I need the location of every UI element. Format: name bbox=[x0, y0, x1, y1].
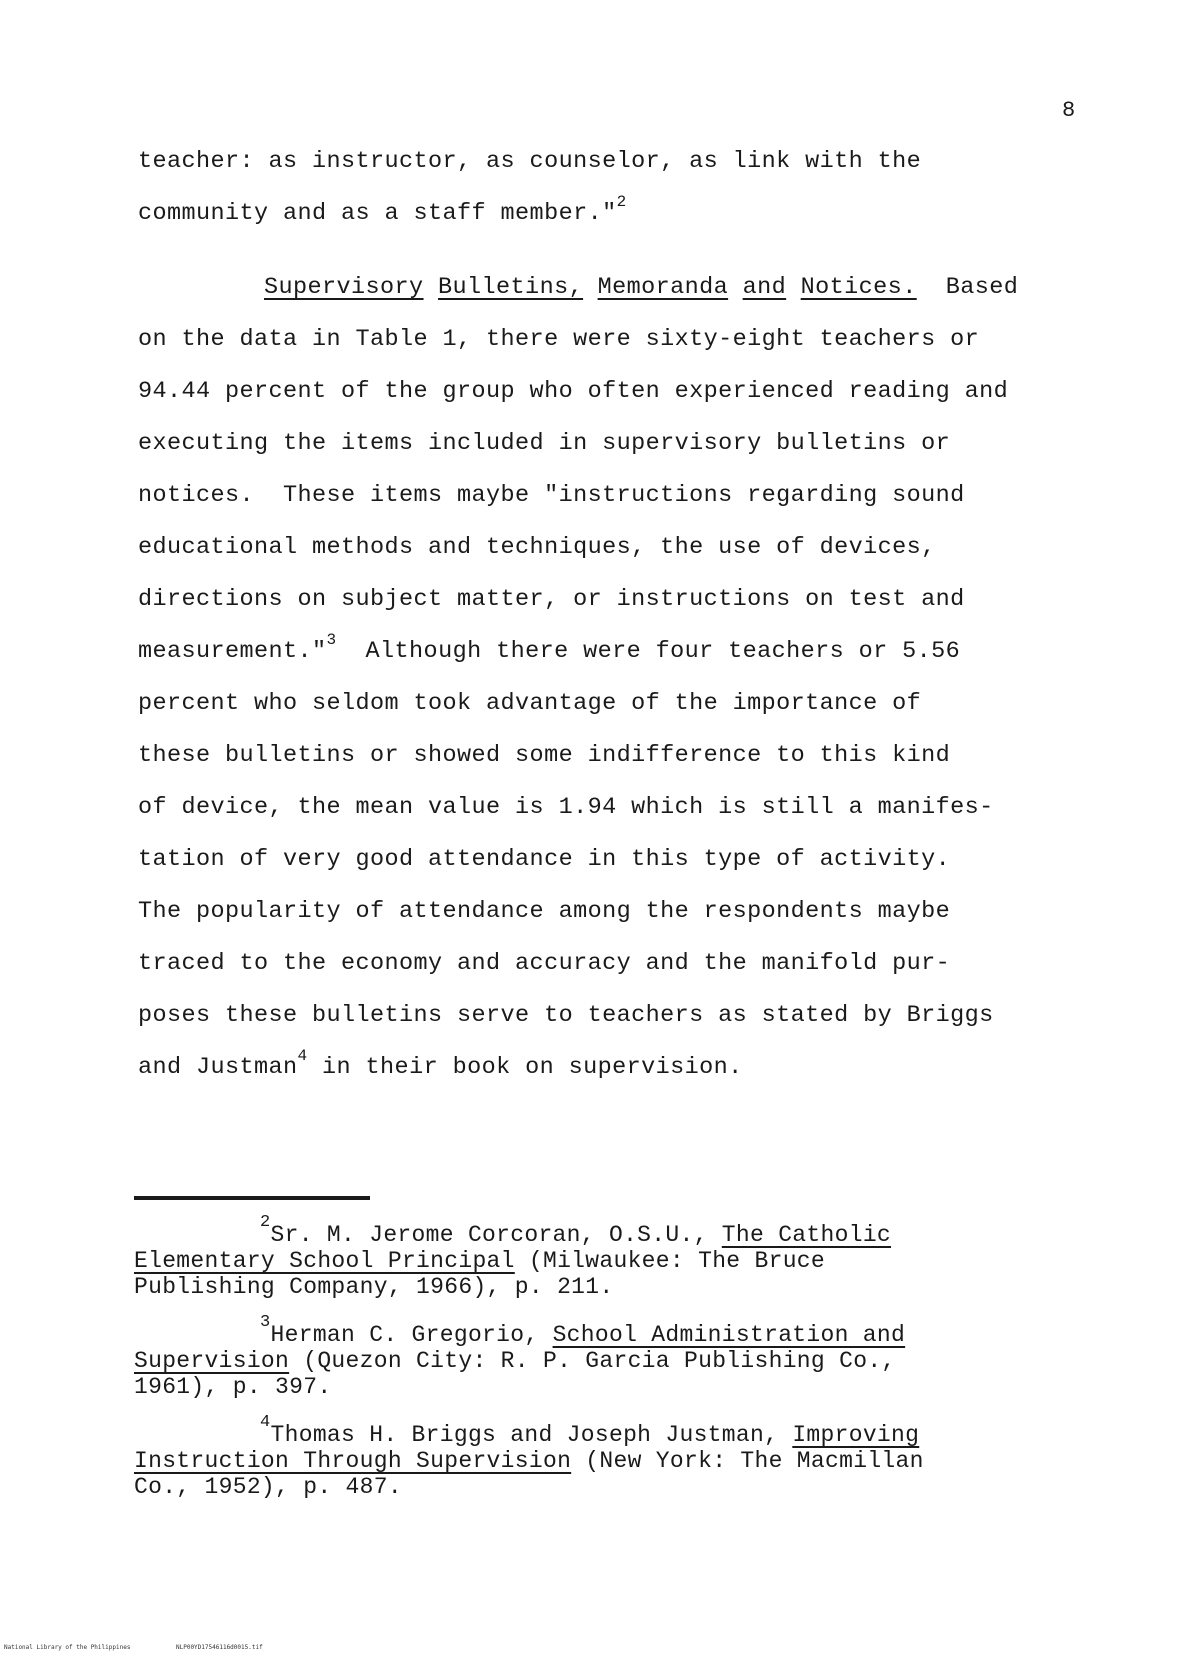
footnote-number: 3 bbox=[260, 1313, 271, 1333]
text-line: notices. These items maybe "instructions regarding sound bbox=[138, 482, 965, 509]
paragraph-supervisory-bulletins bbox=[138, 262, 1098, 1094]
footnote-text: Herman C. Gregorio, bbox=[270, 1322, 553, 1348]
footnote-line bbox=[134, 1313, 1114, 1348]
book-title: Supervision bbox=[134, 1348, 290, 1374]
footnote-line: Co., 1952), p. 487. bbox=[134, 1474, 402, 1500]
text-line: these bulletins or showed some indifference to this kind bbox=[138, 742, 951, 769]
footnote-line bbox=[134, 1213, 1114, 1248]
footnote-text: Thomas H. Briggs and Joseph Justman, bbox=[270, 1422, 793, 1448]
scan-filename-label: NLP00YD17546116d0015.tif bbox=[176, 1644, 263, 1651]
footnote-text: (Milwaukee: The Bruce bbox=[514, 1248, 826, 1274]
text-line: The popularity of attendance among the respondents maybe bbox=[138, 898, 951, 925]
footnotes bbox=[134, 1213, 1114, 1522]
footnote-number: 2 bbox=[260, 1213, 271, 1233]
section-heading-line bbox=[138, 262, 1098, 314]
footnote-separator-rule bbox=[134, 1196, 370, 1200]
footnote-line bbox=[134, 1448, 1114, 1474]
footnote-line bbox=[134, 1413, 1114, 1448]
text-line: executing the items included in supervisory bulletins or bbox=[138, 430, 951, 457]
text-line: educational methods and techniques, the use of devices, bbox=[138, 534, 936, 561]
section-heading-word: Memoranda bbox=[597, 274, 729, 301]
paragraph-continuation bbox=[138, 136, 1098, 240]
text-segment: in their book on supervision. bbox=[307, 1054, 743, 1081]
text-segment: Although there were four teachers or 5.56 bbox=[336, 638, 961, 665]
text-line: tation of very good attendance in this type of activity. bbox=[138, 846, 951, 873]
scan-source-label: National Library of the Philippines bbox=[4, 1644, 131, 1651]
text-line: traced to the economy and accuracy and the manifold pur- bbox=[138, 950, 951, 977]
footnote-line: Publishing Company, 1966), p. 211. bbox=[134, 1274, 614, 1300]
book-title: Improving bbox=[792, 1422, 920, 1448]
footnote-ref: 3 bbox=[326, 631, 337, 650]
section-heading-word: Bulletins, bbox=[438, 274, 584, 301]
footnote-number: 4 bbox=[260, 1413, 271, 1433]
book-title: Elementary School Principal bbox=[134, 1248, 515, 1274]
page-number: 8 bbox=[1062, 98, 1076, 123]
footnote-text: Sr. M. Jerome Corcoran, O.S.U., bbox=[270, 1222, 722, 1248]
text-line: teacher: as instructor, as counselor, as link with the bbox=[138, 148, 922, 175]
text-segment: measurement." bbox=[138, 638, 327, 665]
text-segment: Based bbox=[916, 274, 1019, 301]
text-line bbox=[138, 626, 1098, 678]
footnote-line bbox=[134, 1248, 1114, 1274]
book-title: School Administration and bbox=[552, 1322, 906, 1348]
footnote-line: 1961), p. 397. bbox=[134, 1374, 332, 1400]
book-title: The Catholic bbox=[721, 1222, 892, 1248]
section-heading-word: and bbox=[742, 274, 787, 301]
text-line: directions on subject matter, or instructions on test and bbox=[138, 586, 965, 613]
scan-metadata bbox=[0, 1644, 1191, 1665]
footnote-ref: 2 bbox=[616, 193, 627, 212]
section-heading-word: Supervisory bbox=[264, 274, 424, 301]
text-segment: community and as a staff member." bbox=[138, 200, 617, 227]
text-segment: and Justman bbox=[138, 1054, 298, 1081]
book-title: Instruction Through Supervision bbox=[134, 1448, 572, 1474]
section-heading-word: Notices. bbox=[800, 274, 917, 301]
text-line: poses these bulletins serve to teachers as stated by Briggs bbox=[138, 1002, 994, 1029]
footnote bbox=[134, 1413, 1114, 1500]
text-line: of device, the mean value is 1.94 which is still a manifes- bbox=[138, 794, 994, 821]
text-line: 94.44 percent of the group who often experienced reading and bbox=[138, 378, 1009, 405]
footnote bbox=[134, 1313, 1114, 1400]
text-line: percent who seldom took advantage of the importance of bbox=[138, 690, 922, 717]
footnote-text: (Quezon City: R. P. Garcia Publishing Co., bbox=[289, 1348, 896, 1374]
text-line bbox=[138, 188, 1098, 240]
footnote-text: (New York: The Macmillan bbox=[571, 1448, 924, 1474]
footnote-line bbox=[134, 1348, 1114, 1374]
footnote bbox=[134, 1213, 1114, 1300]
footnote-ref: 4 bbox=[297, 1047, 308, 1066]
text-line bbox=[138, 1042, 1098, 1094]
text-line: on the data in Table 1, there were sixty-eight teachers or bbox=[138, 326, 980, 353]
